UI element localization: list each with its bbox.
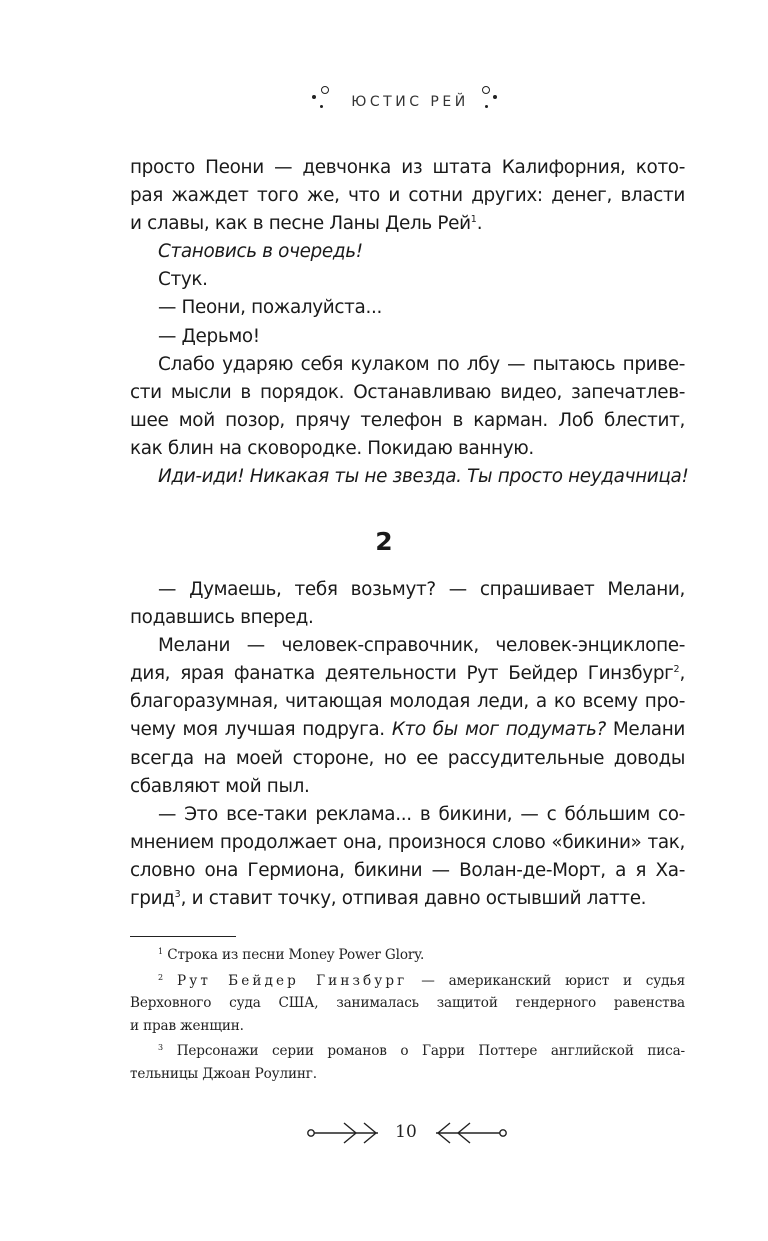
running-header-author: ЮСТИС РЕЙ [351, 94, 469, 110]
text-line: Стук. [158, 269, 208, 291]
text-line: рая жаждет того же, что и сотни других: денег, власти [130, 185, 685, 207]
running-header [0, 84, 768, 124]
text-line: подавшись вперед. [130, 607, 314, 629]
footnote-ref-3: 3 [174, 889, 181, 901]
text-line: дия, ярая фанатка деятельности Рут Бейдер Гинзбург$^2$, [130, 663, 685, 685]
footnote-2: $^2$ Рут Бейдер Гинзбург — американский юрист и судья [158, 972, 685, 989]
folio [0, 1116, 768, 1150]
text-line: грид$^3$, и ставит точку, отпивая давно остывший латте. [130, 888, 647, 910]
footnote-ref-1: 1 [470, 214, 477, 226]
text-line: сти мысли в порядок. Останавливаю видео, запечатлев- [130, 381, 685, 403]
footnote-divider [130, 936, 236, 937]
body-text-chapter [130, 576, 685, 913]
text-line: — Это все-таки реклама... в бикини, — с бо́льшим со- [158, 803, 685, 825]
text-line: сбавляют мой пыл. [130, 775, 310, 797]
text-line: благоразумная, читающая молодая леди, а ко всему про- [130, 691, 685, 713]
text-line: — Дерьмо! [158, 325, 260, 347]
page-number: 10 [395, 1122, 417, 1142]
arrow-left-ornament-icon [432, 1116, 508, 1150]
footnote-3: $^3$ Персонажи серии романов о Гарри Поттере английской писа- [158, 1043, 685, 1059]
text-line: Иди-иди! Никакая ты не звезда. Ты просто неудачница! [158, 466, 689, 488]
text-line: Становись в очередь! [158, 241, 363, 263]
text-line: словно она Гермиона, бикини — Волан-де-Морт, а я Ха- [130, 859, 685, 881]
footnote-2-line: и прав женщин. [130, 1017, 244, 1034]
text-line: чему моя лучшая подруга. Кто бы мог подумать? Мелани [130, 719, 685, 741]
text-line: всегда на моей стороне, но ее рассудительные доводы [130, 747, 685, 769]
text-line: — Думаешь, тебя возьмут? — спрашивает Мелани, [158, 579, 685, 600]
text-line: просто Пеони — девчонка из штата Калифорния, кото- [130, 157, 685, 178]
text-line: как блин на сковородке. Покидаю ванную. [130, 437, 534, 459]
text-line: и славы, как в песне Ланы Дель Рей$^1$. [130, 213, 483, 235]
footnote-2-line: Верховного суда США, занималась защитой гендерного равенства [130, 995, 685, 1011]
footnotes [130, 944, 685, 1085]
chapter-number: 2 [375, 527, 393, 556]
footnote-1: $^1$ Строка из песни Money Power Glory. [158, 947, 425, 963]
text-line: Мелани — человек-справочник, человек-энциклопе- [158, 635, 685, 657]
footnote-ref-2: 2 [673, 664, 680, 676]
body-text-top [130, 154, 689, 491]
footnote-3-line: тельницы Джоан Роулинг. [130, 1065, 317, 1082]
text-line: Слабо ударяю себя кулаком по лбу — пытаюсь приве- [158, 353, 685, 375]
arrow-right-ornament-icon [306, 1116, 382, 1150]
text-line: шее мой позор, прячу телефон в карман. Лоб блестит, [130, 409, 685, 431]
text-line: — Пеони, пожалуйста... [158, 297, 382, 319]
text-line: мнением продолжает она, произнося слово «бикини» так, [130, 831, 685, 853]
